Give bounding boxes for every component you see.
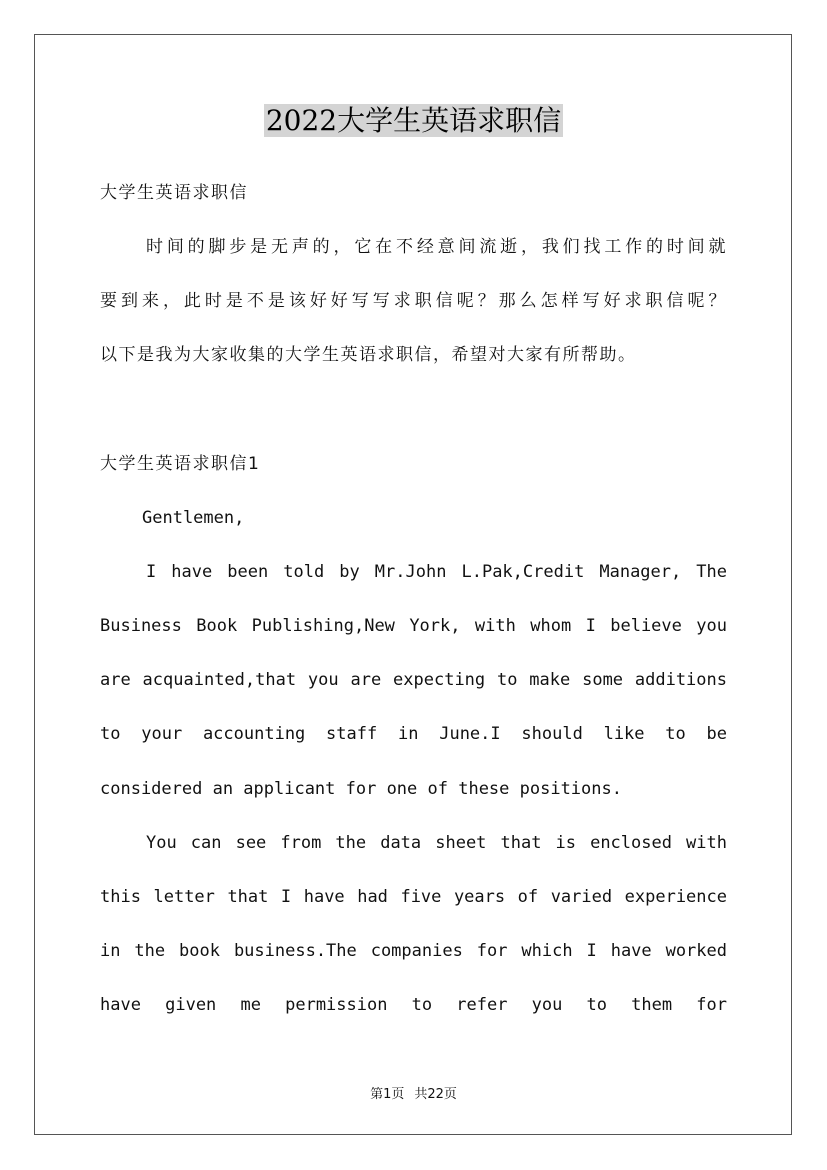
intro-line-2: 要到来，此时是不是该好好写写求职信呢？那么怎样写好求职信呢？ — [100, 291, 727, 311]
page-total: 共22页 — [414, 1087, 457, 1102]
paragraph2-line-1: You can see from the data sheet that is enclosed with — [146, 833, 727, 853]
paragraph1-line-5: considered an applicant for one of these positions. — [100, 779, 622, 799]
paragraph2-line-3: in the book business.The companies for which I have worked — [100, 941, 727, 961]
document-title: 2022大学生英语求职信 — [265, 104, 562, 137]
intro-line-1: 时间的脚步是无声的，它在不经意间流逝，我们找工作的时间就 — [146, 237, 727, 257]
subtitle: 大学生英语求职信 — [100, 183, 248, 203]
paragraph1-line-2: Business Book Publishing,New York, with whom I believe you — [100, 616, 727, 636]
paragraph1-line-4: to your accounting staff in June.I should like to be — [100, 724, 727, 744]
salutation: Gentlemen, — [142, 508, 245, 528]
paragraph1-line-1: I have been told by Mr.John L.Pak,Credit Manager, The — [146, 562, 727, 582]
page-number: 第1页 — [370, 1087, 405, 1102]
section-heading: 大学生英语求职信1 — [100, 454, 261, 474]
intro-line-3: 以下是我为大家收集的大学生英语求职信，希望对大家有所帮助。 — [100, 345, 637, 365]
paragraph1-line-3: are acquainted,that you are expecting to make some additions — [100, 670, 727, 690]
paragraph2-line-4: have given me permission to refer you to them for — [100, 995, 727, 1015]
page-footer — [0, 1083, 827, 1102]
paragraph2-line-2: this letter that I have had five years of varied experience — [100, 887, 727, 907]
